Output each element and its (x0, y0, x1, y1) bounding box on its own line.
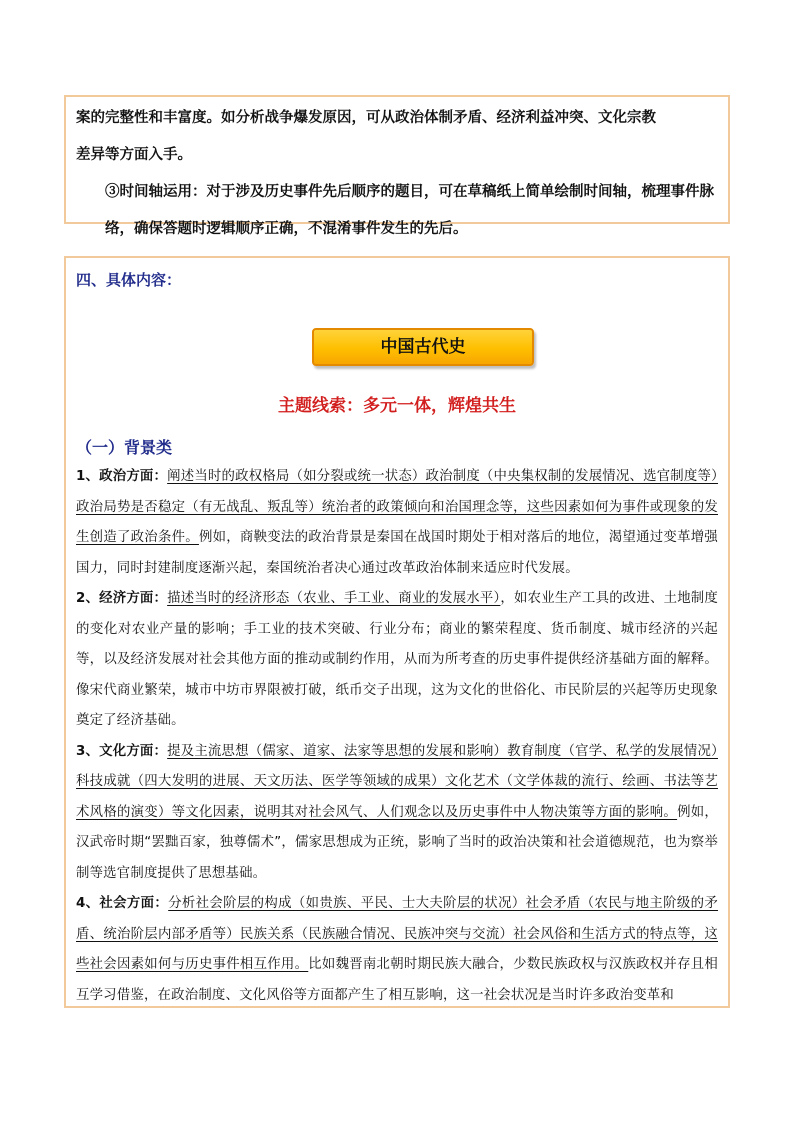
paragraph-lead: 3、文化方面： (76, 743, 168, 759)
paragraph-underlined: 分析社会阶层的构成（如贵族、平民、士大夫阶层的状况）社会矛盾（农民与地主阶级的矛盾、统治阶层内部矛盾等）民族关系（民族融合情况、民族冲突与交流）社会风俗和生活方式的特点等，这些社会因素如何与历史事件相互作用。 (76, 896, 719, 972)
paragraph-underlined: 描述当时的经济形态（农业、手工业、商业的发展水平） (167, 591, 501, 606)
tips-line: 案的完整性和丰富度。如分析战争爆发原因，可从政治体制矛盾、经济利益冲突、文化宗教 (76, 109, 656, 126)
tip-timeline: ③时间轴运用：对于涉及历史事件先后顺序的题目，可在草稿纸上简单绘制时间轴，梳理事件脉络，确保答题时逻辑顺序正确，不混淆事件发生的先后。 (105, 183, 714, 237)
paragraph-underlined: 提及主流思想（儒家、道家、法家等思想的发展和影响）教育制度（官学、私学的发展情况）科技成就（四大发明的进展、天文历法、医学等领域的成果）文化艺术（文学体裁的流行、绘画、书法等艺术风格的演变）等文化因素，说明其对社会风气、人们观念以及历史事件中人物决策等方面的影响。 (76, 743, 718, 820)
tips-line: 差异等方面入手。 (76, 146, 192, 163)
sub-heading: （一）背景类 (76, 438, 173, 457)
paragraph-lead: 1、政治方面： (76, 469, 168, 484)
section-heading: 四、具体内容： (76, 271, 182, 289)
paragraph-underlined: 阐述当时的政权格局（如分裂或统一状态）政治制度（中央集权制的发展情况、选官制度等）政治局势是否稳定（有无战乱、叛乱等）统治者的政策倾向和治国理念等，这些因素如何为事件或现象的发生创造了政治条件。 (76, 469, 718, 545)
paragraph-text: 例如，汉武帝时期“罢黜百家，独尊儒术”，儒家思想成为正统，影响了当时的政治决策和社会道德规范，也为察举制等选官制度提供了思想基础。 (76, 804, 718, 881)
content-box (64, 256, 730, 1008)
paragraph-text: 例如，商鞅变法的政治背景是秦国在战国时期处于相对落后的地位，渴望通过变革增强国力，同时封建制度逐渐兴起，秦国统治者决心通过改革政治体制来适应时代发展。 (76, 530, 718, 576)
tips-text (76, 99, 718, 247)
paragraph-lead: 4、社会方面： (76, 896, 169, 911)
paragraph-text: 比如魏晋南北朝时期民族大融合，少数民族政权与汉族政权并存且相互学习借鉴，在政治制度、文化风俗等方面都产生了相互影响，这一社会状况是当时许多政治变革和 (76, 957, 719, 1003)
paragraph-economy (76, 584, 718, 737)
tips-box (64, 95, 730, 237)
paragraph-text: ，如农业生产工具的改进、土地制度的变化对农业产量的影响；手工业的技术突破、行业分布；商业的繁荣程度、货币制度、城市经济的兴起等，以及经济发展对社会其他方面的推动或制约作用，从而为所考查的历史事件提供经济基础方面的解释。像宋代商业繁荣，城市中坊市界限被打破，纸币交子出现，这为文化的世俗化、市民阶层的兴起等历史现象奠定了经济基础。 (76, 591, 718, 728)
banner-area (76, 292, 718, 357)
paragraph-lead: 2、经济方面： (76, 591, 168, 606)
theme-title: 主题线索：多元一体，辉煌共生 (278, 396, 516, 416)
paragraph-culture (76, 737, 718, 890)
topic-banner: 中国古代史 (312, 328, 534, 366)
paragraph-society (76, 889, 718, 1011)
paragraph-politics (76, 462, 718, 584)
